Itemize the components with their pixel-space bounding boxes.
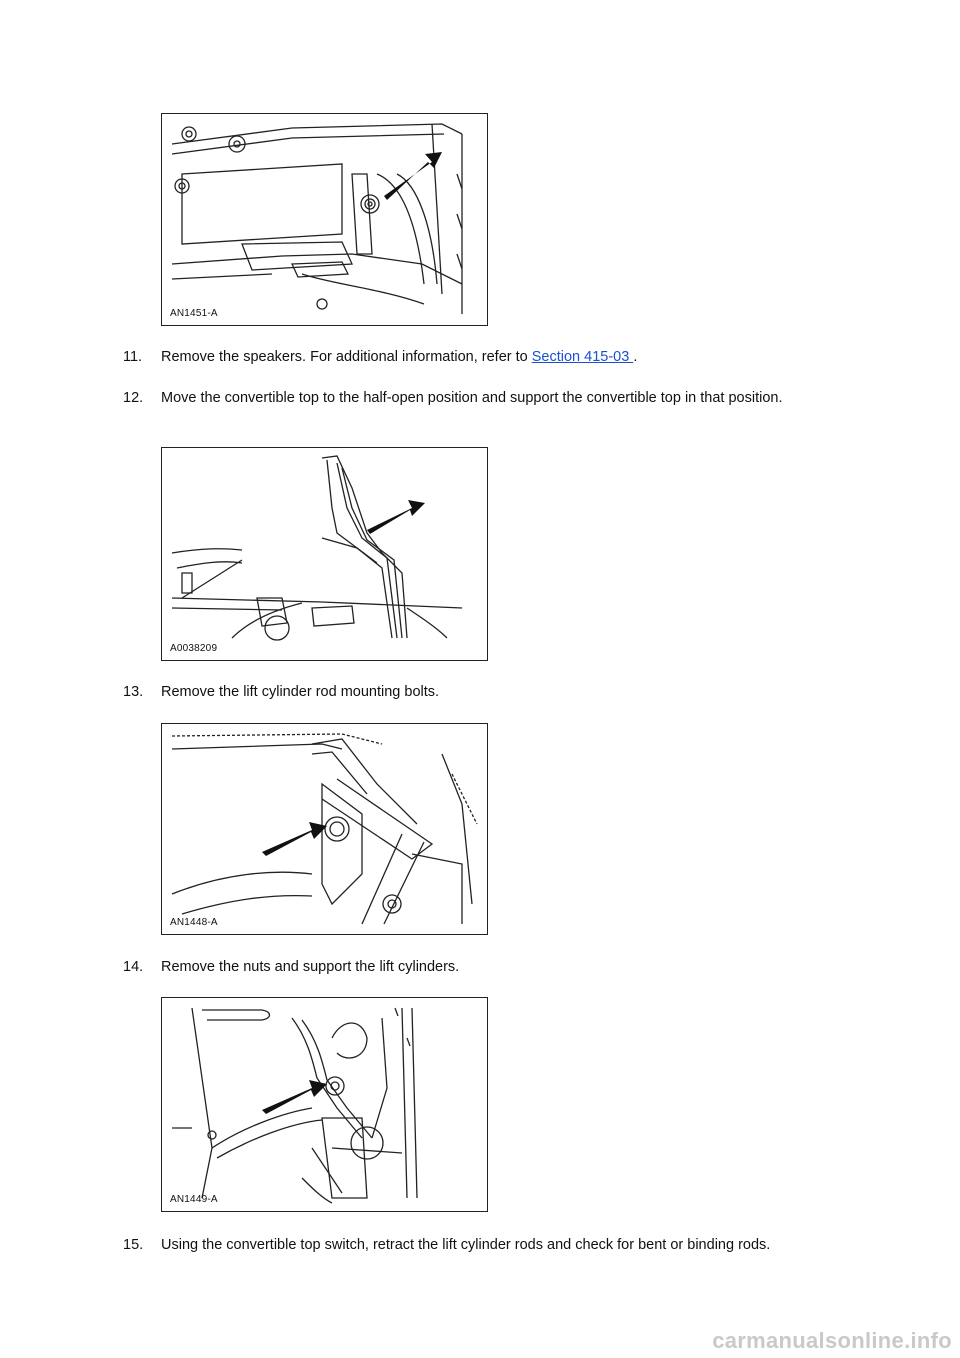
step-text: Remove the lift cylinder rod mounting bolts. xyxy=(161,684,440,700)
step-number: 14. xyxy=(123,959,144,975)
illustration-convertible-top-half-open xyxy=(162,448,487,660)
step-11 xyxy=(123,349,823,366)
figure-an1448 xyxy=(161,723,488,935)
step-15 xyxy=(123,1237,883,1254)
step-number: 13. xyxy=(123,684,144,700)
step-text-end: . xyxy=(633,349,638,365)
illustration-lift-cylinder-rod-bolts xyxy=(162,724,487,934)
figure-code: A0038209 xyxy=(170,643,218,654)
step-text: Move the convertible top to the half-open position and support the convertible top in that position. xyxy=(161,390,783,406)
step-12 xyxy=(123,390,803,407)
step-14 xyxy=(123,959,823,976)
step-number: 12. xyxy=(123,390,144,406)
step-number: 15. xyxy=(123,1237,144,1253)
watermark: carmanualsonline.info xyxy=(712,1328,952,1353)
step-text: Remove the nuts and support the lift cylinders. xyxy=(161,959,460,975)
illustration-speaker-bracket xyxy=(162,114,487,325)
figure-an1449 xyxy=(161,997,488,1212)
figure-code: AN1451-A xyxy=(170,308,218,319)
figure-a0038209 xyxy=(161,447,488,661)
figure-code: AN1449-A xyxy=(170,1194,218,1205)
step-13 xyxy=(123,684,823,701)
section-415-03-link[interactable]: Section 415-03 xyxy=(531,349,634,365)
step-text: Using the convertible top switch, retract the lift cylinder rods and check for bent or binding rods. xyxy=(161,1237,771,1253)
step-text: Remove the speakers. For additional information, refer to xyxy=(161,349,532,365)
figure-code: AN1448-A xyxy=(170,917,218,928)
illustration-lift-cylinder-nuts xyxy=(162,998,487,1211)
step-number: 11. xyxy=(123,349,143,365)
figure-an1451 xyxy=(161,113,488,326)
